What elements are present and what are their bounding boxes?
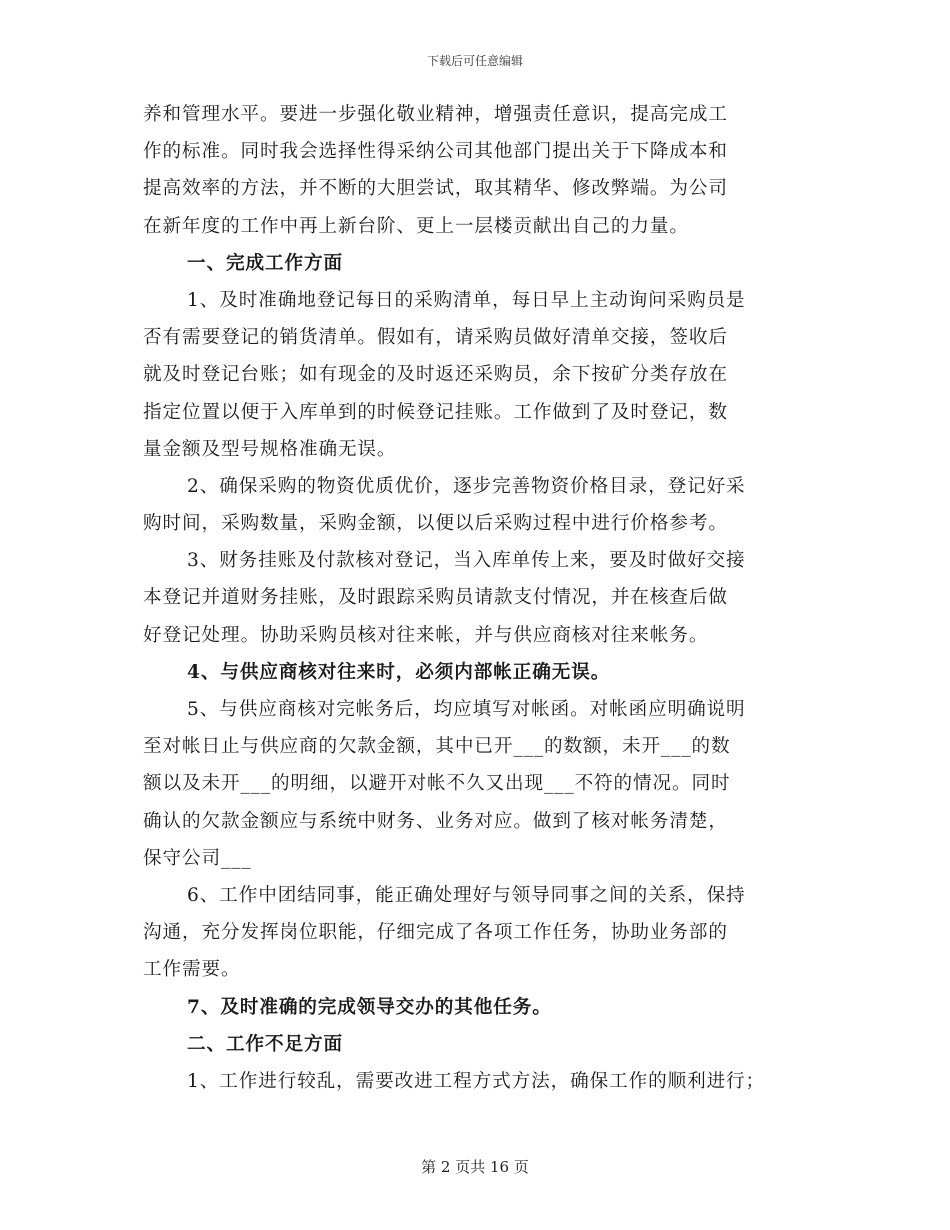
section-heading: 4、与供应商核对往来时，必须内部帐正确无误。 xyxy=(187,661,611,683)
body-text-line: 6、工作中团结同事，能正确处理好与领导同事之间的关系，保持 xyxy=(187,884,746,906)
page-footer: 第 2 页共 16 页 xyxy=(421,1158,529,1176)
body-text-line: 养和管理水平。要进一步强化敬业精神，增强责任意识，提高完成工 xyxy=(143,104,728,125)
body-text-line: 2、确保采购的物资优质优价，逐步完善物资价格目录，登记好采 xyxy=(187,475,746,497)
body-text-line: 1、及时准确地登记每日的采购清单，每日早上主动询问采购员是 xyxy=(187,289,746,311)
body-text-line: 保守公司___ xyxy=(143,847,252,869)
body-text-line: 至对帐日止与供应商的欠款金额，其中已开___的数额，未开___的数 xyxy=(143,736,731,758)
body-text-line: 额以及未开___的明细，以避开对帐不久又出现___不符的情况。同时 xyxy=(143,773,731,795)
section-heading: 二、工作不足方面 xyxy=(187,1033,343,1055)
body-text-line: 好登记处理。协助采购员核对往来帐，并与供应商核对往来帐务。 xyxy=(143,624,709,646)
section-heading: 一、完成工作方面 xyxy=(187,252,343,274)
section-heading: 7、及时准确的完成领导交办的其他任务。 xyxy=(187,996,552,1018)
body-text-line: 作的标准。同时我会选择性得采纳公司其他部门提出关于下降成本和 xyxy=(143,141,728,163)
body-text-line: 指定位置以便于入库单到的时候登记挂账。工作做到了及时登记，数 xyxy=(143,401,728,423)
body-text-line: 购时间，采购数量，采购金额，以便以后采购过程中进行价格参考。 xyxy=(143,513,728,535)
body-text-line: 1、工作进行较乱，需要改进工程方式方法，确保工作的顺利进行； xyxy=(187,1070,766,1092)
body-text-line: 5、与供应商核对完帐务后，均应填写对帐函。对帐函应明确说明 xyxy=(187,699,746,720)
body-text-line: 在新年度的工作中再上新台阶、更上一层楼贡献出自己的力量。 xyxy=(143,215,689,237)
body-text-line: 否有需要登记的销货清单。假如有，请采购员做好清单交接，签收后 xyxy=(143,327,728,349)
document-body xyxy=(143,96,808,1100)
body-text-line: 沟通，充分发挥岗位职能，仔细完成了各项工作任务，协助业务部的 xyxy=(143,922,728,944)
body-text-line: 量金额及型号规格准确无误。 xyxy=(143,438,397,460)
body-text-line: 确认的欠款金额应与系统中财务、业务对应。做到了核对帐务清楚， xyxy=(143,810,728,832)
page-header: 下载后可任意编辑 xyxy=(426,54,523,68)
body-text-line: 本登记并道财务挂账，及时跟踪采购员请款支付情况，并在核查后做 xyxy=(143,587,728,609)
body-text-line: 工作需要。 xyxy=(143,959,241,981)
body-text-line: 就及时登记台账；如有现金的及时返还采购员，余下按矿分类存放在 xyxy=(143,364,728,386)
body-text-line: 3、财务挂账及付款核对登记，当入库单传上来，要及时做好交接 xyxy=(187,550,746,572)
body-text-line: 提高效率的方法，并不断的大胆尝试，取其精华、修改弊端。为公司 xyxy=(143,178,728,200)
